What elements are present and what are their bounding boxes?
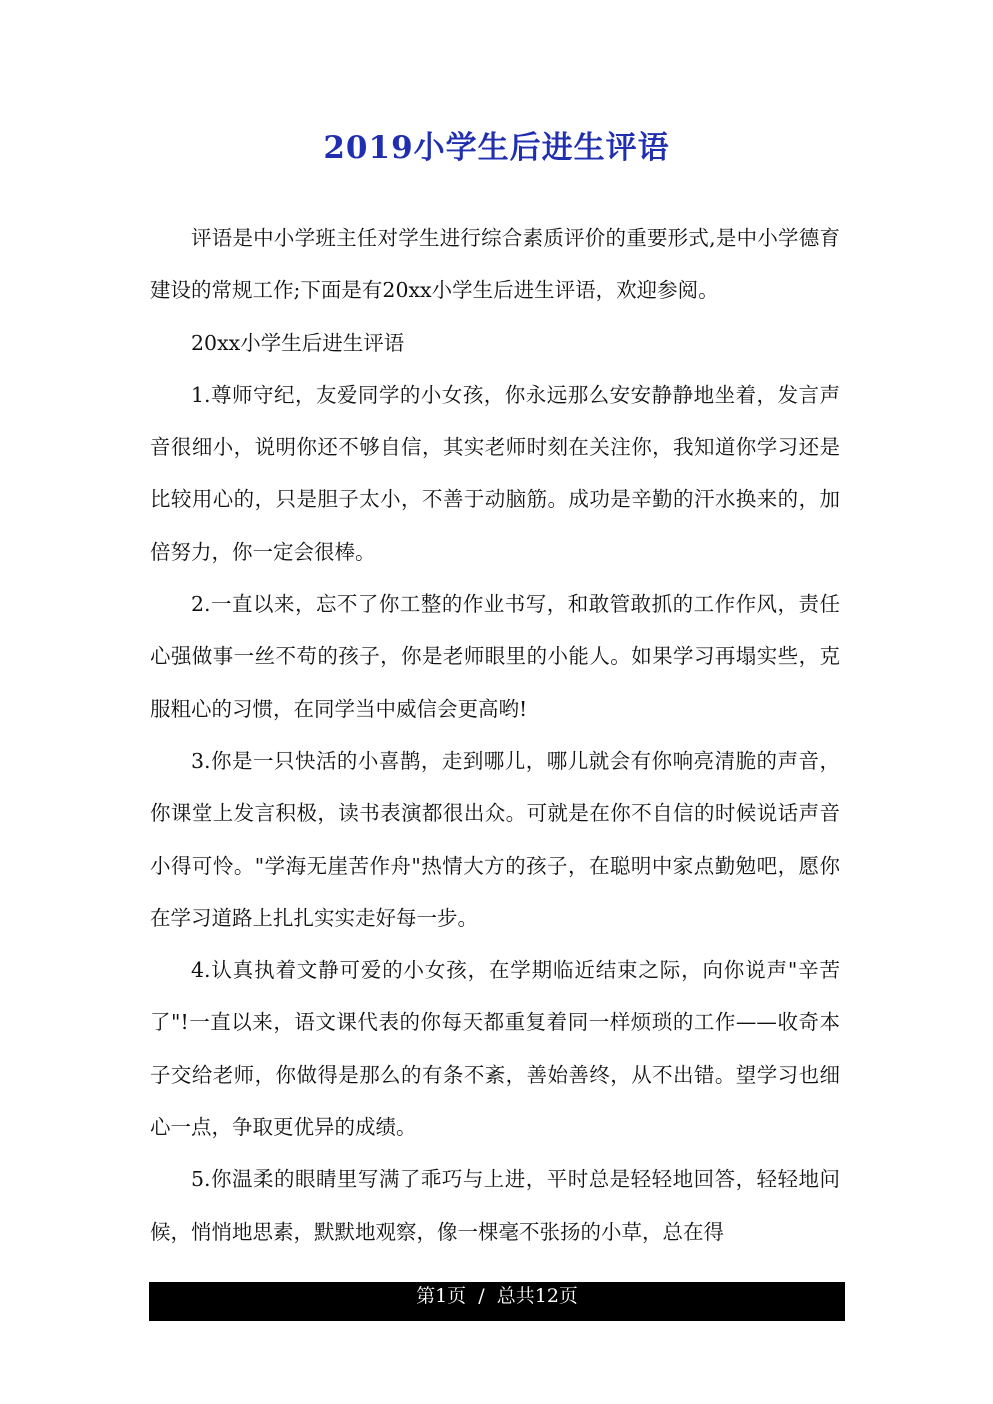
page-footer-bar <box>149 1282 845 1321</box>
comment-paragraph-5: 5.你温柔的眼睛里写满了乖巧与上进，平时总是轻轻地回答，轻轻地问候，悄悄地思素，默默地观察，像一棵毫不张扬的小草，总在得 <box>150 1167 840 1244</box>
page-number-label: 第1页 / 总共12页 <box>416 1285 578 1307</box>
comment-paragraph-1: 1.尊师守纪，友爱同学的小女孩，你永远那么安安静静地坐着，发言声音很细小，说明你还不够自信，其实老师时刻在关注你，我知道你学习还是比较用心的，只是胆子太小，不善于动脑筋。成功是辛勤的汗水换来的，加倍努力，你一定会很棒。 <box>150 382 840 564</box>
section-heading: 20xx小学生后进生评语 <box>191 330 405 355</box>
comment-paragraph-2: 2.一直以来，忘不了你工整的作业书写，和敢管敢抓的工作作风，责任心强做事一丝不苟的孩子，你是老师眼里的小能人。如果学习再塌实些，克服粗心的习惯，在同学当中威信会更高哟! <box>150 592 840 721</box>
comment-paragraph-4: 4.认真执着文静可爱的小女孩，在学期临近结束之际，向你说声"辛苦了"!一直以来，语文课代表的你每天都重复着同一样烦琐的工作——收奇本子交给老师，你做得是那么的有条不紊，善始善终，从不出错。望学习也细心一点，争取更优异的成绩。 <box>150 958 840 1140</box>
intro-paragraph: 评语是中小学班主任对学生进行综合素质评价的重要形式,是中小学德育建设的常规工作;下面是有20xx小学生后进生评语，欢迎参阅。 <box>150 226 840 303</box>
comment-paragraph-3: 3.你是一只快活的小喜鹊，走到哪儿，哪儿就会有你响亮清脆的声音，你课堂上发言积极，读书表演都很出众。可就是在你不自信的时候说话声音小得可怜。"学海无崖苦作舟"热情大方的孩子，在聪明中家点勤勉吧，愿你在学习道路上扎扎实实走好每一步。 <box>150 748 840 930</box>
document-title: 2019小学生后进生评语 <box>323 130 670 166</box>
document-body <box>150 212 840 1258</box>
